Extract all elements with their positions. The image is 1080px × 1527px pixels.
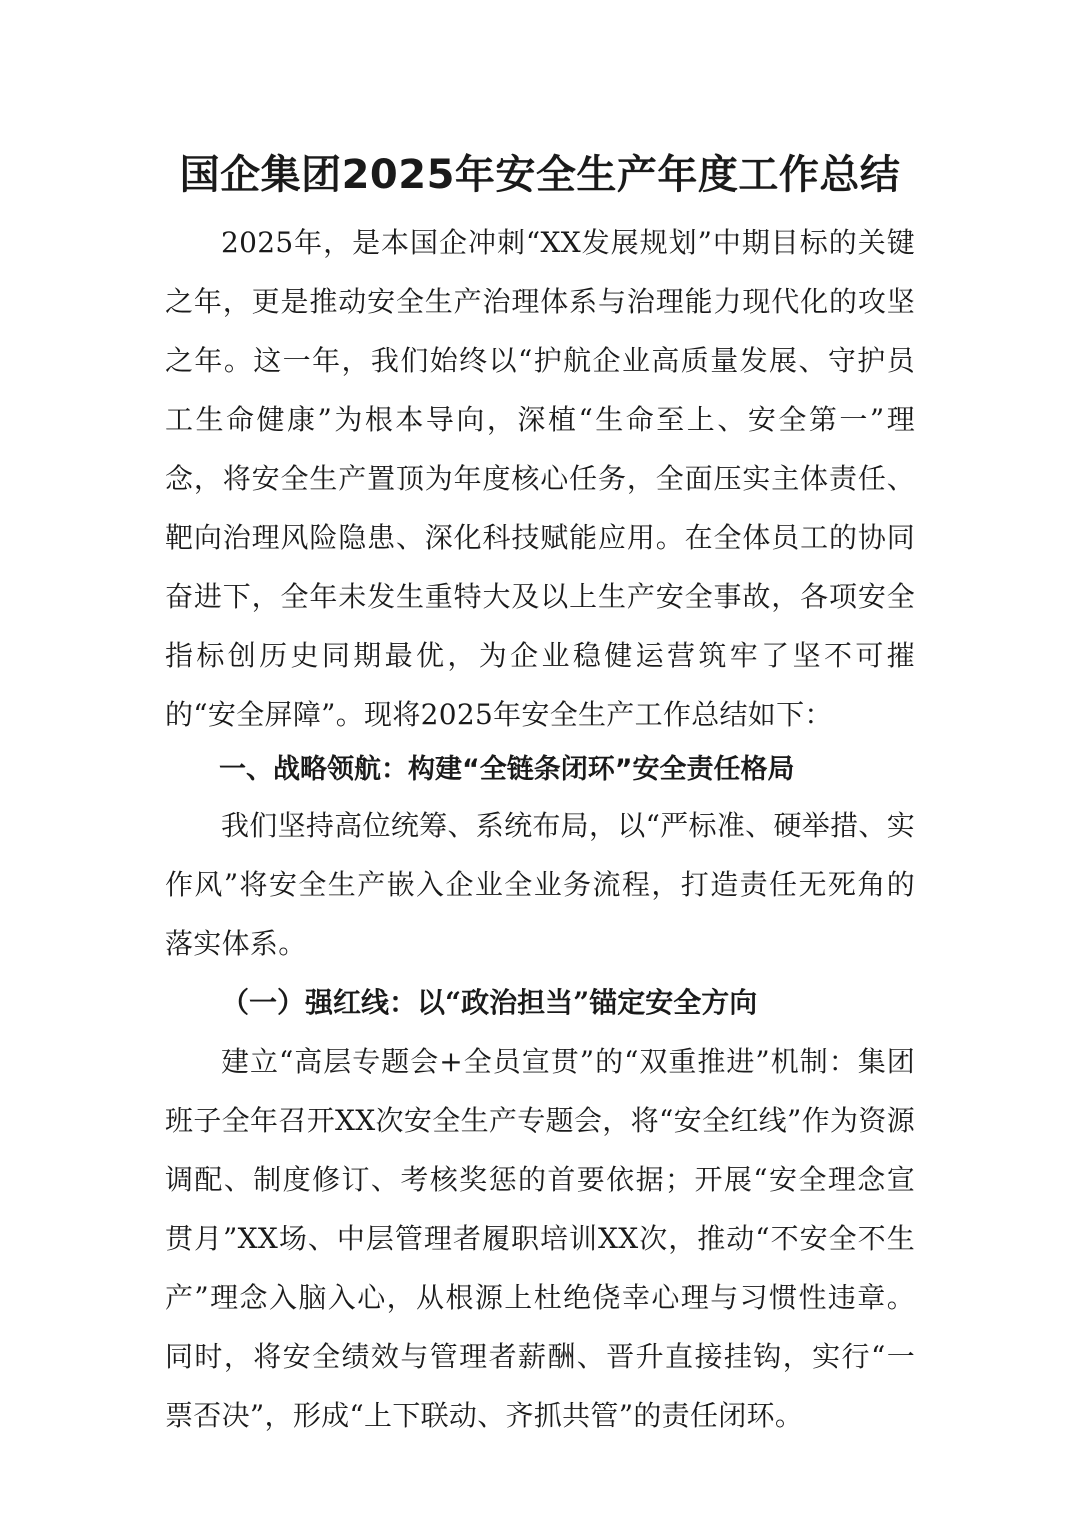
section-1-paragraph: 我们坚持高位统筹、系统布局，以“严标准、硬举措、实作风”将安全生产嵌入企业全业务流程，打造责任无死角的落实体系。	[165, 809, 915, 960]
document-title: 国企集团2025年安全生产年度工作总结	[179, 152, 901, 198]
intro-paragraph: 2025年，是本国企冲刺“XX发展规划”中期目标的关键之年，更是推动安全生产治理体系与治理能力现代化的攻坚之年。这一年，我们始终以“护航企业高质量发展、守护员工生命健康”为根本导向，深植“生命至上、安全第一”理念，将安全生产置顶为年度核心任务，全面压实主体责任、靶向治理风险隐患、深化科技赋能应用。在全体员工的协同奋进下，全年未发生重特大及以上生产安全事故，各项安全指标创历史同期最优，为企业稳健运营筑牢了坚不可摧的“安全屏障”。现将2025年安全生产工作总结如下：	[165, 226, 915, 731]
subsection-1-paragraph: 建立“高层专题会+全员宣贯”的“双重推进”机制：集团班子全年召开XX次安全生产专题会，将“安全红线”作为资源调配、制度修订、考核奖惩的首要依据；开展“安全理念宣贯月”XX场、中层管理者履职培训XX次，推动“不安全不生产”理念入脑入心，从根源上杜绝侥幸心理与习惯性违章。同时，将安全绩效与管理者薪酬、晋升直接挂钩，实行“一票否决”，形成“上下联动、齐抓共管”的责任闭环。	[165, 1045, 915, 1432]
section-1-heading: 一、战略领航：构建“全链条闭环”安全责任格局	[219, 754, 795, 785]
subsection-1-heading: （一）强红线：以“政治担当”锚定安全方向	[221, 986, 758, 1019]
